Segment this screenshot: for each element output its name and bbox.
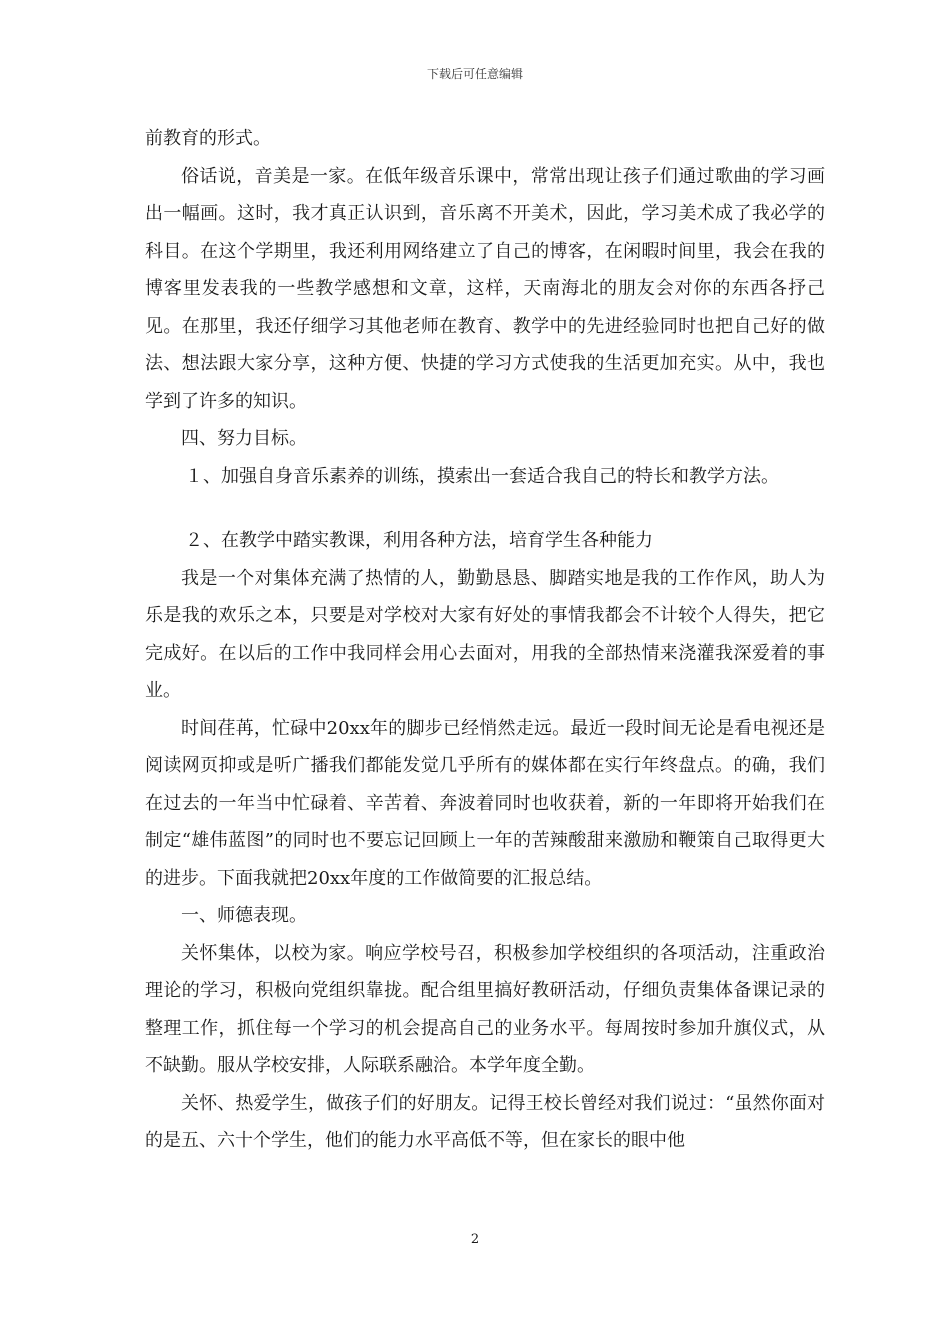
paragraph: 关怀、热爱学生，做孩子们的好朋友。记得王校长曾经对我们说过：“虽然你面对的是五、六十个学生，他们的能力水平高低不等，但在家长的眼中他 xyxy=(145,1092,825,1151)
page-number: 2 xyxy=(470,1232,480,1247)
paragraph: 前教育的形式。 xyxy=(145,128,271,149)
paragraph: 关怀集体，以校为家。响应学校号召，积极参加学校组织的各项活动，注重政治理论的学习，积极向党组织靠拢。配合组里搞好教研活动，仔细负责集体备课记录的整理工作，抓住每一个学习的机会提高自己的业务水平。每周按时参加升旗仪式，从不缺勤。服从学校安排，人际联系融洽。本学年度全勤。 xyxy=(145,942,825,1076)
section-heading: 一、师德表现。 xyxy=(181,905,307,926)
document-body xyxy=(145,120,825,1160)
paragraph: 时间荏苒，忙碌中20xx年的脚步已经悄然走远。最近一段时间无论是看电视还是阅读网页抑或是听广播我们都能发觉几乎所有的媒体都在实行年终盘点。的确，我们在过去的一年当中忙碌着、辛苦着、奔波着同时也收获着，新的一年即将开始我们在制定“雄伟蓝图”的同时也不要忘记回顾上一年的苦辣酸甜来激励和鞭策自己取得更大的进步。下面我就把20xx年度的工作做简要的汇报总结。 xyxy=(145,717,825,889)
list-item: １、加强自身音乐素养的训练，摸索出一套适合我自己的特长和教学方法。 xyxy=(185,465,779,487)
paragraph: 我是一个对集体充满了热情的人，勤勤恳恳、脚踏实地是我的工作作风，助人为乐是我的欢乐之本，只要是对学校对大家有好处的事情我都会不计较个人得失，把它完成好。在以后的工作中我同样会用心去面对，用我的全部热情来浇灌我深爱着的事业。 xyxy=(145,567,825,701)
list-item: ２、在教学中踏实教课，利用各种方法，培育学生各种能力 xyxy=(185,530,653,551)
paragraph: 俗话说，音美是一家。在低年级音乐课中，常常出现让孩子们通过歌曲的学习画出一幅画。这时，我才真正认识到，音乐离不开美术，因此，学习美术成了我必学的科目。在这个学期里，我还利用网络建立了自己的博客，在闲暇时间里，我会在我的博客里发表我的一些教学感想和文章，这样，天南海北的朋友会对你的东西各抒己见。在那里，我还仔细学习其他老师在教育、教学中的先进经验同时也把自己好的做法、想法跟大家分享，这种方便、快捷的学习方式使我的生活更加充实。从中，我也学到了许多的知识。 xyxy=(145,165,825,412)
page-header: 下载后可任意编辑 xyxy=(426,67,523,81)
section-heading: 四、努力目标。 xyxy=(181,428,307,449)
